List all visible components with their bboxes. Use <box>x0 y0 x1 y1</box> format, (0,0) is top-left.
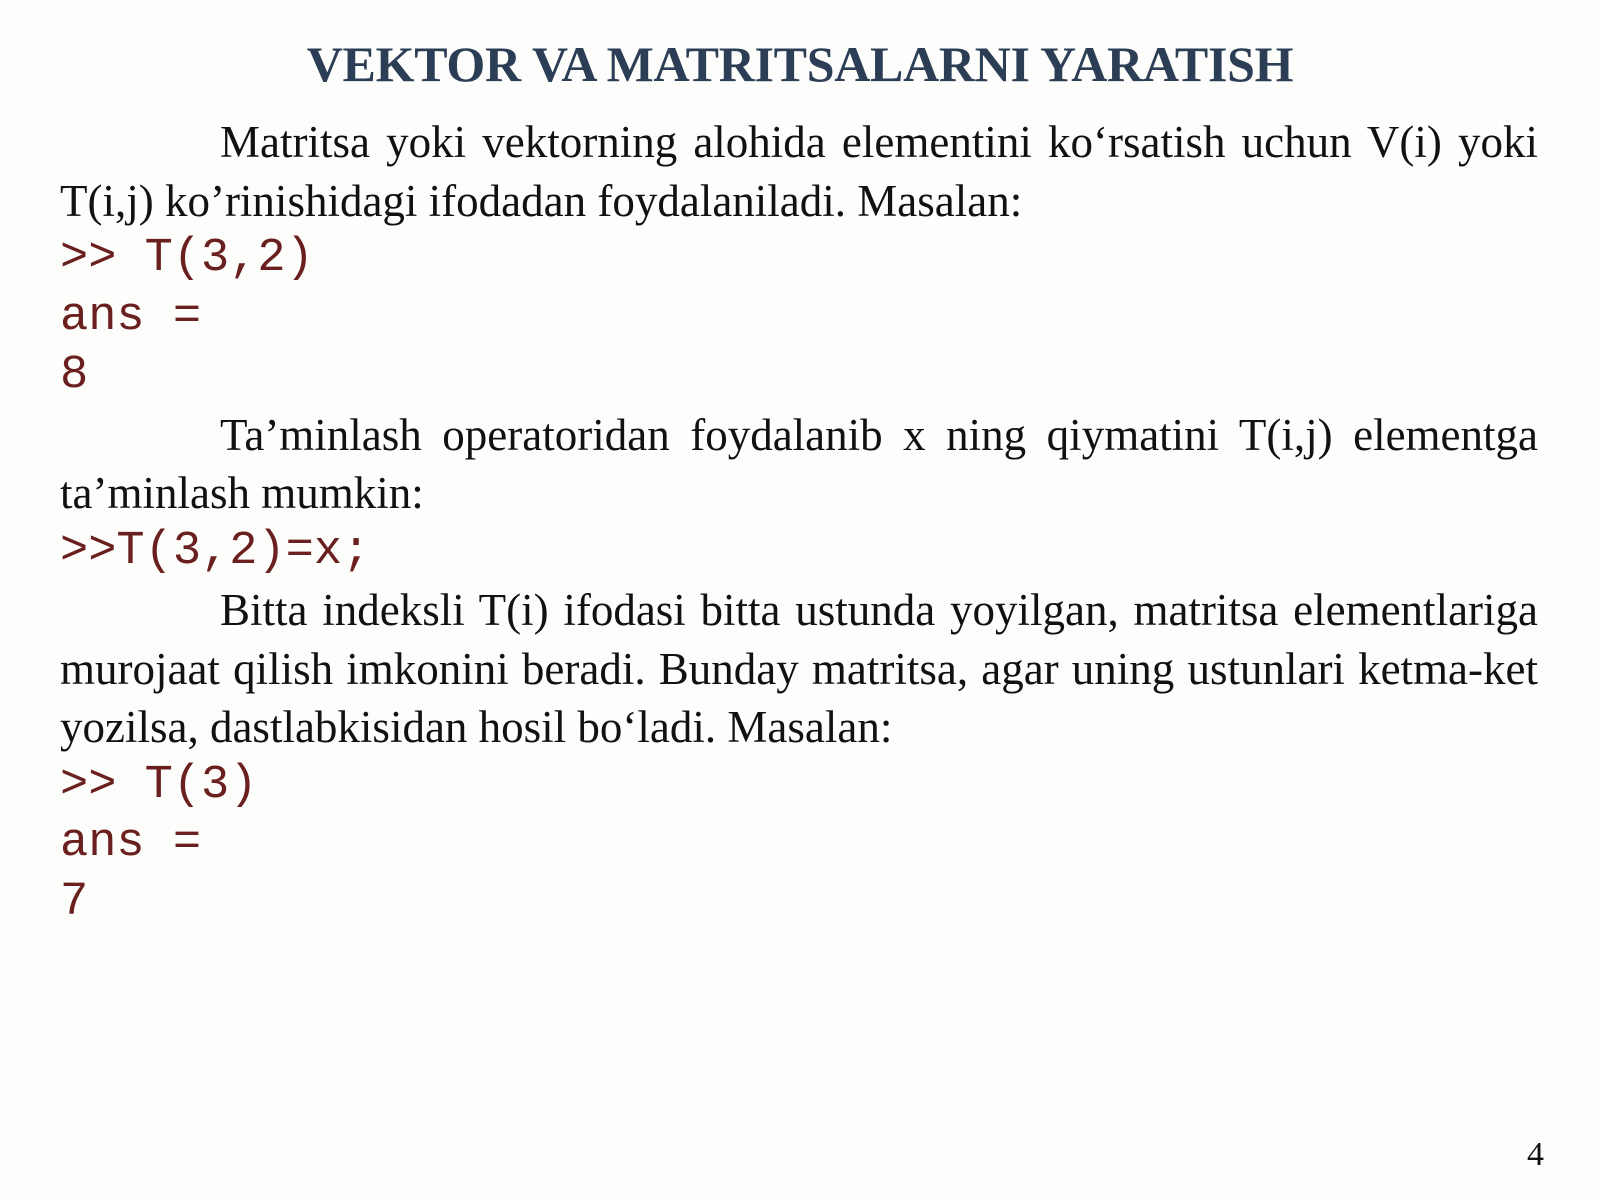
code-line: >> T(3,2) <box>60 232 314 285</box>
code-line: ans = <box>60 817 202 870</box>
paragraph-element-access: Matritsa yoki vektorning alohida elementini ko‘rsatish uchun V(i) yoki T(i,j) ko’rinishidagi ifodadan foydalaniladi. Masalan: <box>60 117 1538 226</box>
code-line: 8 <box>60 349 89 402</box>
code-line: 7 <box>60 875 89 929</box>
paragraph-assignment: Ta’minlash operatoridan foydalanib x ning qiymatini T(i,j) elementga ta’minlash mumkin: <box>60 409 1538 518</box>
code-line: >>T(3,2)=x; <box>60 524 371 578</box>
code-line: ans = <box>60 290 202 344</box>
slide-content <box>60 113 1538 932</box>
paragraph-single-index: Bitta indeksli T(i) ifodasi bitta ustunda yoyilgan, matritsa elementlariga murojaat qilish imkonini beradi. Bunday matritsa, agar uning ustunlari ketma-ket yozilsa, dastlabkisidan hosil bo‘ladi. Masalan: <box>60 585 1538 752</box>
slide-title: VEKTOR VA MATRITSALARNI YARATISH <box>306 36 1294 92</box>
page-number: 4 <box>1527 1136 1544 1173</box>
code-line: >> T(3) <box>60 758 258 812</box>
